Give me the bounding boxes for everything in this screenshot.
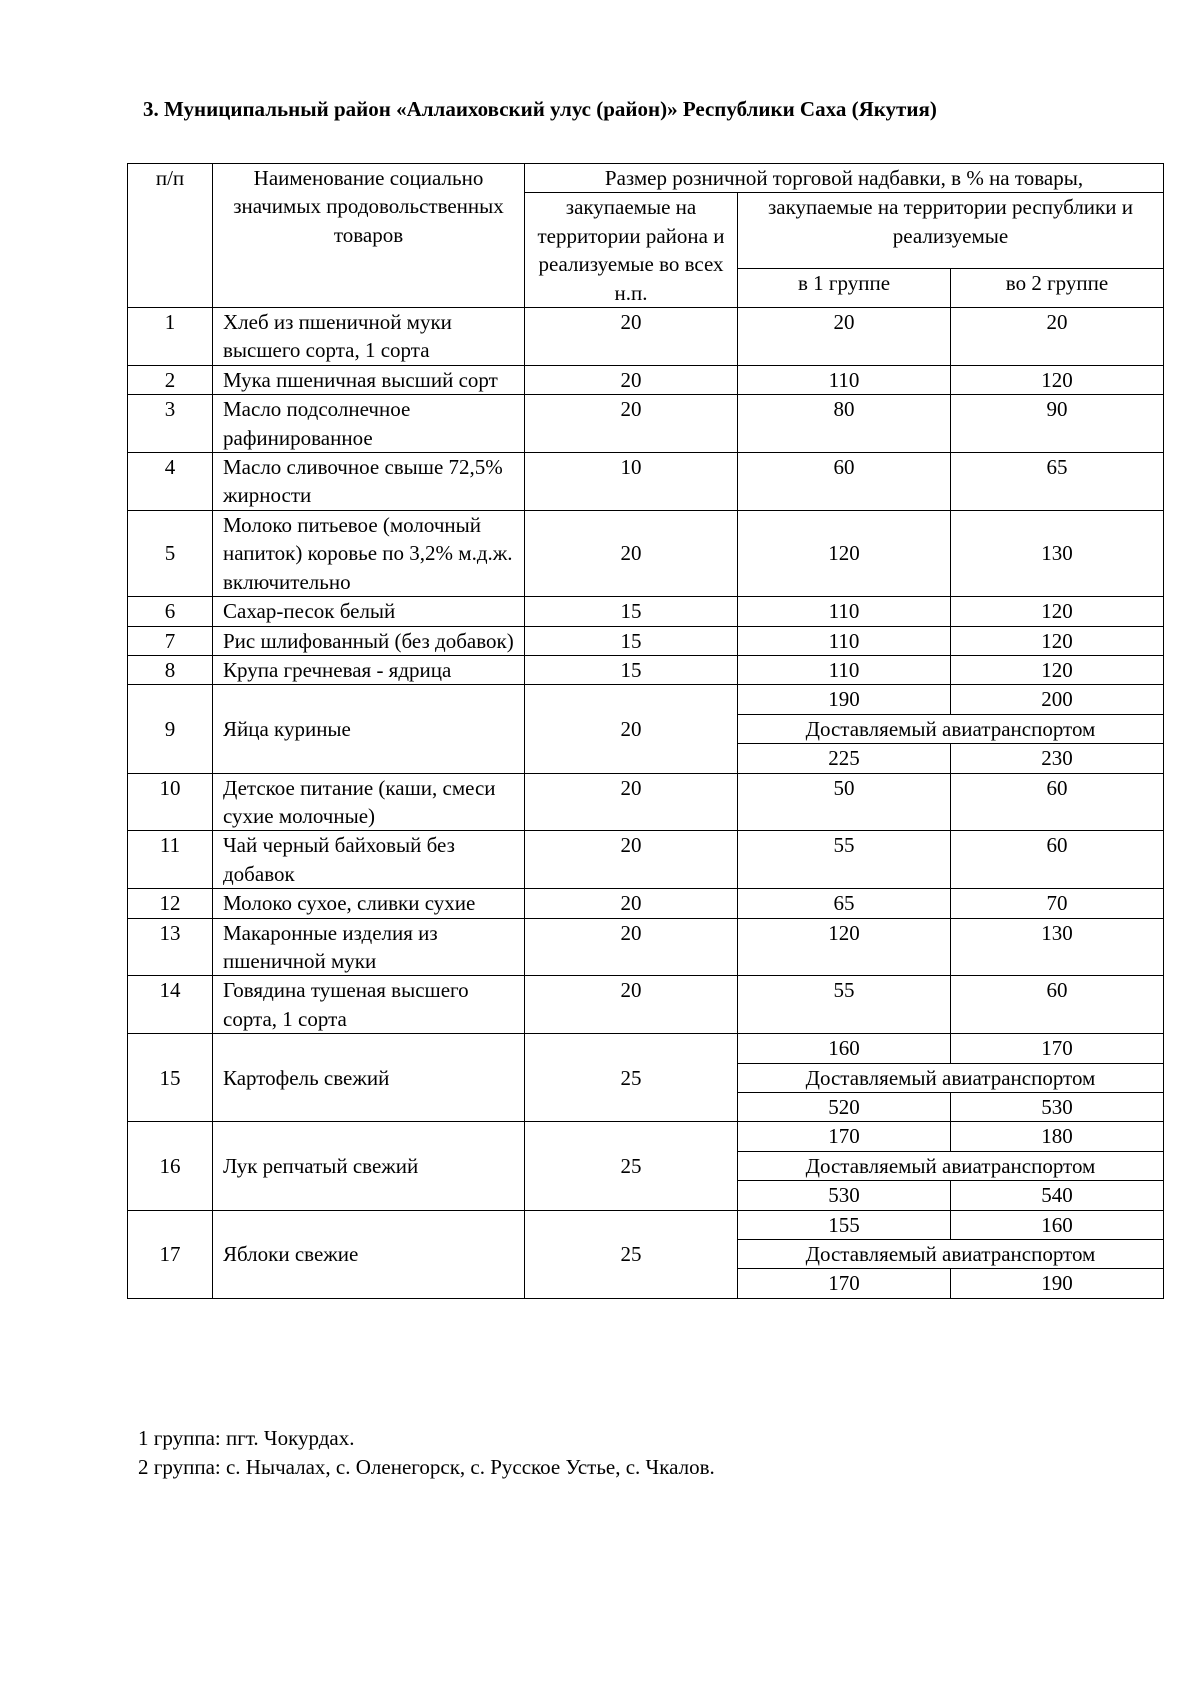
row-local: 20 [525,395,738,453]
row-group2: 60 [951,831,1164,889]
header-local: закупаемые на территории района и реализуемые во всех н.п. [525,193,738,308]
row-num: 11 [128,831,213,889]
row-num: 7 [128,626,213,655]
row-group2: 130 [951,510,1164,596]
row-local: 25 [525,1210,738,1298]
header-republic: закупаемые на территории республики и реализуемые [738,193,1164,269]
page-title: 3. Муниципальный район «Аллаиховский улус (район)» Республики Саха (Якутия) [143,97,937,121]
row-group1: 55 [738,976,951,1034]
table-row [128,597,1164,626]
header-row [128,164,1164,193]
row-group1: 190 [738,685,951,714]
air-group2: 530 [951,1093,1164,1122]
row-local: 20 [525,918,738,976]
row-name: Яйца куриные [213,685,525,773]
row-group2: 200 [951,685,1164,714]
row-name: Лук репчатый свежий [213,1122,525,1210]
row-num: 9 [128,685,213,773]
row-num: 10 [128,773,213,831]
row-group2: 90 [951,395,1164,453]
row-num: 12 [128,889,213,918]
header-markup: Размер розничной торговой надбавки, в % на товары, [525,164,1164,193]
row-group1: 65 [738,889,951,918]
row-num: 1 [128,308,213,366]
row-group2: 60 [951,773,1164,831]
table-row [128,889,1164,918]
row-group1: 80 [738,395,951,453]
row-group2: 65 [951,453,1164,511]
row-group1: 160 [738,1034,951,1063]
row-local: 20 [525,889,738,918]
row-local: 20 [525,510,738,596]
row-group1: 170 [738,1122,951,1151]
footnote-group2: 2 группа: с. Нычалах, с. Оленегорск, с. Русское Устье, с. Чкалов. [138,1455,715,1479]
row-group1: 155 [738,1210,951,1239]
row-local: 20 [525,308,738,366]
row-num: 13 [128,918,213,976]
row-local: 15 [525,626,738,655]
row-group2: 160 [951,1210,1164,1239]
row-group2: 120 [951,655,1164,684]
table-row [128,395,1164,453]
footnote-group1: 1 группа: пгт. Чокурдах. [138,1426,355,1450]
table-row [128,918,1164,976]
row-group1: 110 [738,655,951,684]
row-name: Детское питание (каши, смеси сухие молочные) [213,773,525,831]
row-local: 15 [525,655,738,684]
row-local: 25 [525,1122,738,1210]
row-name: Крупа гречневая - ядрица [213,655,525,684]
row-group1: 120 [738,510,951,596]
air-group2: 190 [951,1269,1164,1298]
table-row [128,453,1164,511]
row-local: 15 [525,597,738,626]
row-name: Масло подсолнечное рафинированное [213,395,525,453]
table-row [128,626,1164,655]
air-delivery-label: Доставляемый авиатранспортом [738,714,1164,743]
row-num: 3 [128,395,213,453]
row-group1: 55 [738,831,951,889]
row-name: Хлеб из пшеничной муки высшего сорта, 1 сорта [213,308,525,366]
row-local: 25 [525,1034,738,1122]
air-group2: 540 [951,1181,1164,1210]
air-delivery-label: Доставляемый авиатранспортом [738,1240,1164,1269]
table-row [128,655,1164,684]
row-num: 5 [128,510,213,596]
footnotes [138,1424,715,1482]
row-group1: 110 [738,626,951,655]
row-name: Говядина тушеная высшего сорта, 1 сорта [213,976,525,1034]
row-num: 17 [128,1210,213,1298]
row-group2: 70 [951,889,1164,918]
air-delivery-label: Доставляемый авиатранспортом [738,1151,1164,1180]
table-row [128,773,1164,831]
table-row [128,976,1164,1034]
markup-table [127,163,1164,1299]
row-group1: 50 [738,773,951,831]
row-name: Рис шлифованный (без добавок) [213,626,525,655]
row-name: Яблоки свежие [213,1210,525,1298]
air-group1: 225 [738,744,951,773]
row-local: 20 [525,831,738,889]
table-row [128,308,1164,366]
row-group2: 60 [951,976,1164,1034]
row-group1: 120 [738,918,951,976]
air-group2: 230 [951,744,1164,773]
row-local: 20 [525,976,738,1034]
table-row [128,831,1164,889]
row-name: Масло сливочное свыше 72,5% жирности [213,453,525,511]
row-group2: 20 [951,308,1164,366]
row-group2: 130 [951,918,1164,976]
table-row [128,365,1164,394]
air-delivery-label: Доставляемый авиатранспортом [738,1063,1164,1092]
table-row [128,1034,1164,1063]
header-group1: в 1 группе [738,269,951,308]
row-num: 8 [128,655,213,684]
air-group1: 530 [738,1181,951,1210]
table-row [128,1210,1164,1239]
row-name: Макаронные изделия из пшеничной муки [213,918,525,976]
row-local: 10 [525,453,738,511]
row-group1: 20 [738,308,951,366]
row-num: 2 [128,365,213,394]
header-name: Наименование социально значимых продовольственных товаров [213,164,525,308]
table-row [128,510,1164,596]
row-local: 20 [525,685,738,773]
header-group2: во 2 группе [951,269,1164,308]
air-group1: 170 [738,1269,951,1298]
header-num: п/п [128,164,213,308]
row-local: 20 [525,365,738,394]
row-name: Сахар-песок белый [213,597,525,626]
row-num: 14 [128,976,213,1034]
row-group2: 120 [951,365,1164,394]
row-group2: 120 [951,626,1164,655]
row-num: 4 [128,453,213,511]
row-group2: 120 [951,597,1164,626]
markup-table-body [128,164,1164,1299]
row-group1: 110 [738,365,951,394]
row-group2: 180 [951,1122,1164,1151]
row-group2: 170 [951,1034,1164,1063]
row-num: 6 [128,597,213,626]
row-local: 20 [525,773,738,831]
row-name: Молоко питьевое (молочный напиток) коровье по 3,2% м.д.ж. включительно [213,510,525,596]
row-num: 16 [128,1122,213,1210]
air-group1: 520 [738,1093,951,1122]
row-name: Мука пшеничная высший сорт [213,365,525,394]
table-row [128,1122,1164,1151]
row-group1: 110 [738,597,951,626]
row-name: Картофель свежий [213,1034,525,1122]
row-name: Чай черный байховый без добавок [213,831,525,889]
table-row [128,685,1164,714]
row-name: Молоко сухое, сливки сухие [213,889,525,918]
row-group1: 60 [738,453,951,511]
row-num: 15 [128,1034,213,1122]
